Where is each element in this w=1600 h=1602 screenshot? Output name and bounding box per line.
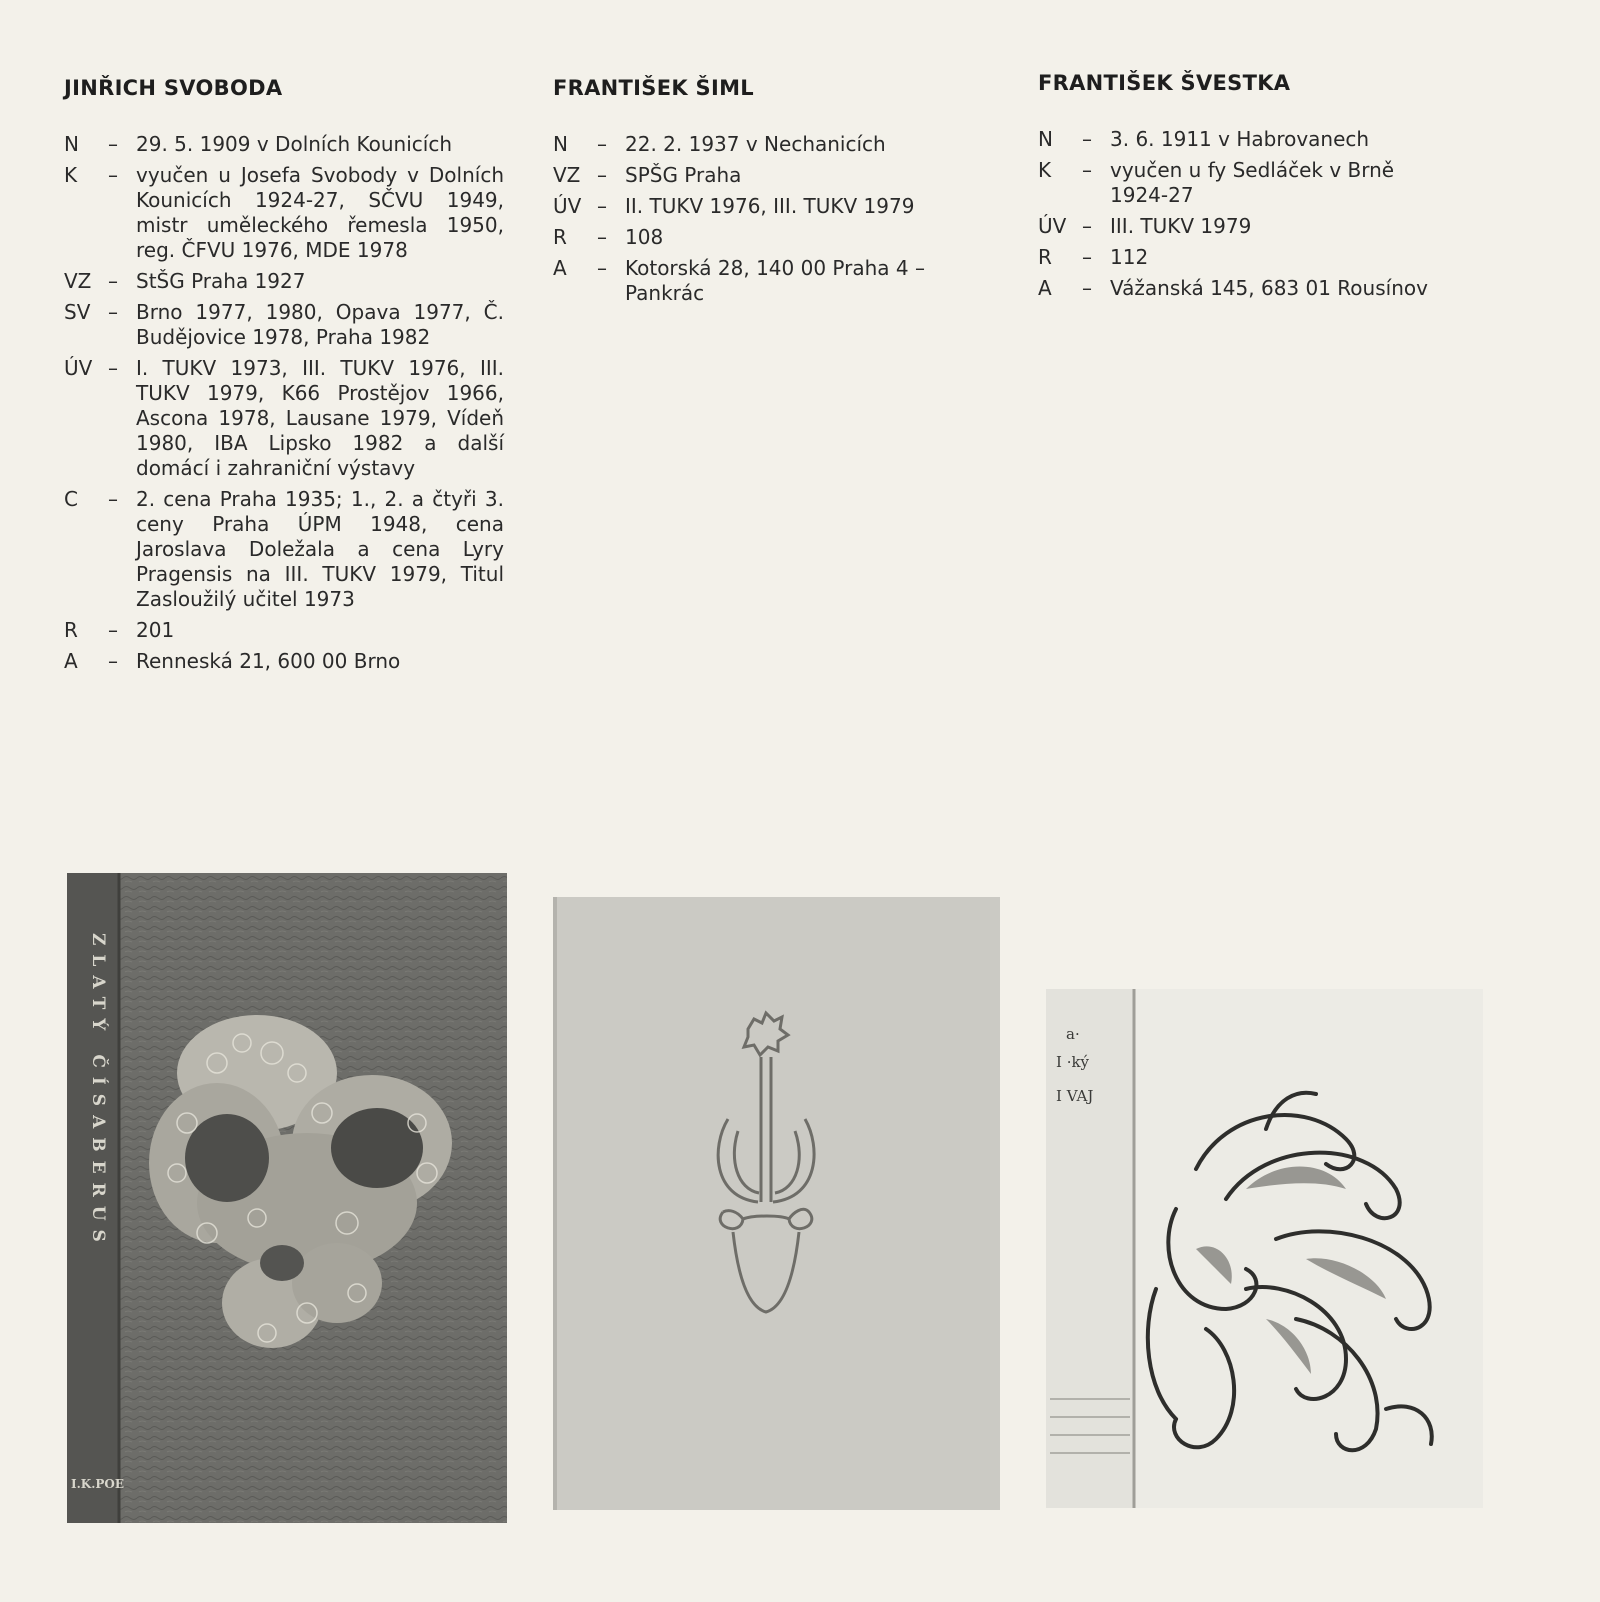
entry-row xyxy=(64,487,504,612)
entry-row xyxy=(553,194,973,219)
entry-key: N xyxy=(1038,127,1053,151)
entry-dash: – xyxy=(597,225,607,249)
bull-motif-image xyxy=(553,897,1000,1510)
entry-dash: – xyxy=(597,256,607,280)
entry-row xyxy=(553,256,973,306)
artist-name: FRANTIŠEK ŠIML xyxy=(553,76,754,100)
entry-dash: – xyxy=(108,300,118,324)
entry-key: A xyxy=(1038,276,1052,300)
entry-dash: – xyxy=(597,163,607,187)
artist-name: JINŘICH SVOBODA xyxy=(64,76,283,100)
spine-title: ZLATÝ ČÍSABERUS xyxy=(88,933,108,1251)
entry-key: R xyxy=(64,618,78,642)
entry-value: vyučen u fy Sedláček v Brně 1924-27 xyxy=(1110,158,1395,207)
entry-value: Brno 1977, 1980, Opava 1977, Č. Budějovice 1978, Praha 1982 xyxy=(136,300,504,349)
swirl-motif-image xyxy=(1046,989,1483,1508)
entry-key: A xyxy=(64,649,78,673)
entry-value: Kotorská 28, 140 00 Praha 4 – Pankrác xyxy=(625,256,925,305)
leather-binding-image xyxy=(67,873,507,1523)
entry-value: 22. 2. 1937 v Nechanicích xyxy=(625,132,886,156)
entry-row xyxy=(553,163,973,188)
spine-text-line: I ·ký xyxy=(1056,1053,1090,1071)
entry-dash: – xyxy=(1082,245,1092,269)
entry-dash: – xyxy=(108,618,118,642)
artist-column-2 xyxy=(553,76,973,312)
entry-row xyxy=(64,163,504,263)
entry-row xyxy=(64,132,504,157)
entry-value: 112 xyxy=(1110,245,1149,269)
entry-list xyxy=(553,132,973,306)
entry-key: R xyxy=(1038,245,1052,269)
entry-key: ÚV xyxy=(64,356,93,380)
entry-key: C xyxy=(64,487,78,511)
entry-key: SV xyxy=(64,300,91,324)
entry-value: 108 xyxy=(625,225,664,249)
entry-dash: – xyxy=(1082,214,1092,238)
spine-author: I.K.POE xyxy=(71,1477,125,1491)
entry-row xyxy=(1038,214,1458,239)
entry-key: R xyxy=(553,225,567,249)
spine-text-line: a· xyxy=(1066,1025,1080,1043)
entry-dash: – xyxy=(1082,158,1092,182)
entry-dash: – xyxy=(108,649,118,673)
entry-row xyxy=(553,225,973,250)
entry-value: 3. 6. 1911 v Habrovanech xyxy=(1110,127,1370,151)
entry-list xyxy=(64,132,504,674)
entry-row xyxy=(553,132,973,157)
book-binding-photo-3 xyxy=(1046,989,1483,1508)
entry-value: 2. cena Praha 1935; 1., 2. a čtyři 3. ceny Praha ÚPM 1948, cena Jaroslava Doležala a cena Lyry Pragensis na III. TUKV 1979, Titul Zasloužilý učitel 1973 xyxy=(136,487,504,611)
entry-key: VZ xyxy=(553,163,581,187)
entry-value: vyučen u Josefa Svobody v Dolních Kounicích 1924-27, SČVU 1949, mistr uměleckého řemesla 1950, reg. ČFVU 1976, MDE 1978 xyxy=(136,163,504,262)
entry-key: K xyxy=(1038,158,1052,182)
entry-dash: – xyxy=(108,356,118,380)
entry-row xyxy=(64,300,504,350)
entry-dash: – xyxy=(1082,127,1092,151)
spine-text-line: I VAJ xyxy=(1056,1087,1094,1105)
book-binding-photo-2 xyxy=(553,897,1000,1510)
entry-value: Renneská 21, 600 00 Brno xyxy=(136,649,401,673)
entry-value: SPŠG Praha xyxy=(625,163,742,187)
entry-value: I. TUKV 1973, III. TUKV 1976, III. TUKV 1979, K66 Prostějov 1966, Ascona 1978, Lausane 1979, Vídeň 1980, IBA Lipsko 1982 a další domácí i zahraniční výstavy xyxy=(136,356,504,480)
entry-row xyxy=(64,269,504,294)
entry-value: Vážanská 145, 683 01 Rousínov xyxy=(1110,276,1428,300)
entry-dash: – xyxy=(597,132,607,156)
entry-dash: – xyxy=(108,487,118,511)
entry-list xyxy=(1038,127,1458,301)
artist-column-1 xyxy=(64,76,504,680)
entry-row xyxy=(1038,158,1458,208)
entry-key: N xyxy=(553,132,568,156)
entry-row xyxy=(1038,127,1458,152)
entry-dash: – xyxy=(108,163,118,187)
book-binding-photo-1 xyxy=(67,873,507,1523)
entry-key: ÚV xyxy=(1038,214,1067,238)
entry-dash: – xyxy=(108,269,118,293)
entry-value: III. TUKV 1979 xyxy=(1110,214,1252,238)
entry-value: 201 xyxy=(136,618,175,642)
entry-key: N xyxy=(64,132,79,156)
entry-dash: – xyxy=(1082,276,1092,300)
entry-row xyxy=(64,618,504,643)
entry-dash: – xyxy=(108,132,118,156)
entry-value: II. TUKV 1976, III. TUKV 1979 xyxy=(625,194,915,218)
entry-value: StŠG Praha 1927 xyxy=(136,269,306,293)
entry-key: K xyxy=(64,163,78,187)
entry-row xyxy=(64,649,504,674)
entry-row xyxy=(1038,276,1458,301)
entry-value: 29. 5. 1909 v Dolních Kounicích xyxy=(136,132,452,156)
entry-dash: – xyxy=(597,194,607,218)
entry-row xyxy=(1038,245,1458,270)
artist-column-3 xyxy=(1038,71,1458,307)
artist-name: FRANTIŠEK ŠVESTKA xyxy=(1038,71,1291,95)
entry-row xyxy=(64,356,504,481)
entry-key: VZ xyxy=(64,269,92,293)
entry-key: A xyxy=(553,256,567,280)
entry-key: ÚV xyxy=(553,194,582,218)
